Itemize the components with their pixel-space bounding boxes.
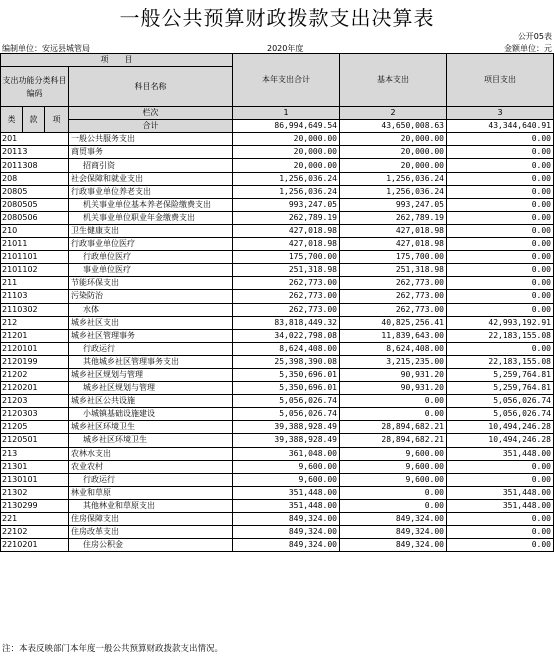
row-code: 2120101	[1, 342, 69, 355]
row-code: 2120501	[1, 434, 69, 447]
row-code: 2080506	[1, 211, 69, 224]
table-row	[1, 159, 554, 172]
row-total: 1,256,036.24	[233, 172, 340, 185]
row-project: 5,259,764.81	[447, 368, 554, 381]
row-subject-name	[69, 486, 233, 499]
row-total: 9,600.00	[233, 460, 340, 473]
header-kuan: 款	[23, 107, 45, 133]
row-code: 208	[1, 172, 69, 185]
row-subject-name	[69, 382, 233, 395]
row-subject-name	[69, 539, 233, 552]
table-row	[1, 303, 554, 316]
row-total: 39,388,928.49	[233, 434, 340, 447]
table-row	[1, 460, 554, 473]
row-total: 20,000.00	[233, 146, 340, 159]
row-project: 22,183,155.08	[447, 355, 554, 368]
row-subject-name	[69, 172, 233, 185]
row-subject-name	[69, 290, 233, 303]
row-total: 993,247.05	[233, 198, 340, 211]
row-subject-name	[69, 473, 233, 486]
row-code: 21201	[1, 329, 69, 342]
header-basic: 基本支出	[340, 54, 447, 107]
row-subject-label: 城乡社区支出	[71, 317, 119, 327]
row-subject-label: 住房公积金	[83, 540, 123, 550]
table-row	[1, 277, 554, 290]
table-row	[1, 342, 554, 355]
row-total: 5,056,026.74	[233, 395, 340, 408]
row-code: 21203	[1, 395, 69, 408]
row-subject-name	[69, 198, 233, 211]
row-subject-label: 城乡社区管理事务	[71, 330, 135, 340]
row-basic: 849,324.00	[340, 539, 447, 552]
row-basic: 849,324.00	[340, 513, 447, 526]
row-project: 0.00	[447, 290, 554, 303]
row-total: 175,700.00	[233, 251, 340, 264]
row-subject-name	[69, 460, 233, 473]
row-code: 2120201	[1, 382, 69, 395]
table-row	[1, 382, 554, 395]
total-basic: 43,650,008.63	[340, 120, 447, 133]
row-project: 0.00	[447, 460, 554, 473]
row-project: 0.00	[447, 198, 554, 211]
row-code: 2120303	[1, 408, 69, 421]
row-subject-name	[69, 421, 233, 434]
row-total: 20,000.00	[233, 133, 340, 146]
row-code: 2110302	[1, 303, 69, 316]
row-subject-name	[69, 303, 233, 316]
row-code: 20805	[1, 185, 69, 198]
row-subject-label: 住房保障支出	[71, 514, 119, 524]
row-subject-name	[69, 146, 233, 159]
row-code: 2101101	[1, 251, 69, 264]
row-project: 0.00	[447, 133, 554, 146]
row-total: 8,624,408.00	[233, 342, 340, 355]
row-basic: 8,624,408.00	[340, 342, 447, 355]
table-row	[1, 251, 554, 264]
table-row	[1, 539, 554, 552]
footnote: 注：本表反映部门本年度一般公共预算财政拨款支出情况。	[2, 644, 224, 654]
table-row	[1, 133, 554, 146]
row-project: 0.00	[447, 172, 554, 185]
header-project: 项 目	[1, 54, 233, 67]
row-subject-name	[69, 277, 233, 290]
row-subject-name	[69, 211, 233, 224]
row-basic: 9,600.00	[340, 473, 447, 486]
row-subject-label: 其他城乡社区管理事务支出	[83, 356, 179, 366]
row-code: 22102	[1, 526, 69, 539]
row-project: 0.00	[447, 185, 554, 198]
row-basic: 28,894,682.21	[340, 434, 447, 447]
row-subject-name	[69, 434, 233, 447]
row-code: 213	[1, 447, 69, 460]
row-subject-label: 行政运行	[83, 474, 115, 484]
row-basic: 9,600.00	[340, 460, 447, 473]
row-project: 351,448.00	[447, 499, 554, 512]
row-project: 0.00	[447, 473, 554, 486]
row-basic: 28,894,682.21	[340, 421, 447, 434]
row-basic: 11,839,643.00	[340, 329, 447, 342]
row-subject-name	[69, 316, 233, 329]
row-project: 5,056,026.74	[447, 395, 554, 408]
row-code: 21103	[1, 290, 69, 303]
row-code: 21202	[1, 368, 69, 381]
table-row	[1, 355, 554, 368]
row-basic: 0.00	[340, 395, 447, 408]
row-subject-label: 住房改革支出	[71, 527, 119, 537]
row-total: 5,056,026.74	[233, 408, 340, 421]
amount-unit: 金额单位：元	[504, 44, 552, 53]
row-total: 20,000.00	[233, 159, 340, 172]
table-row	[1, 368, 554, 381]
row-basic: 1,256,036.24	[340, 185, 447, 198]
row-subject-label: 林业和草原	[71, 487, 111, 497]
row-code: 20113	[1, 146, 69, 159]
table-row	[1, 408, 554, 421]
row-total: 25,398,390.08	[233, 355, 340, 368]
row-subject-label: 其他林业和草原支出	[83, 500, 155, 510]
row-subject-label: 机关事业单位职业年金缴费支出	[83, 212, 195, 222]
table-row	[1, 224, 554, 237]
table-row	[1, 395, 554, 408]
row-total: 262,773.00	[233, 277, 340, 290]
row-subject-name	[69, 513, 233, 526]
row-project: 5,056,026.74	[447, 408, 554, 421]
table-row	[1, 473, 554, 486]
row-subject-name	[69, 355, 233, 368]
row-project: 0.00	[447, 277, 554, 290]
row-total: 849,324.00	[233, 526, 340, 539]
row-basic: 262,789.19	[340, 211, 447, 224]
row-subject-label: 污染防治	[71, 291, 103, 301]
row-subject-name	[69, 499, 233, 512]
row-total: 1,256,036.24	[233, 185, 340, 198]
row-subject-label: 行政事业单位养老支出	[71, 186, 151, 196]
row-subject-label: 小城镇基础设施建设	[83, 409, 155, 419]
row-subject-label: 行政事业单位医疗	[71, 239, 135, 249]
row-total: 361,048.00	[233, 447, 340, 460]
row-total: 9,600.00	[233, 473, 340, 486]
row-basic: 993,247.05	[340, 198, 447, 211]
row-project: 351,448.00	[447, 447, 554, 460]
row-basic: 175,700.00	[340, 251, 447, 264]
row-subject-name	[69, 159, 233, 172]
row-subject-label: 节能环保支出	[71, 278, 119, 288]
row-subject-name	[69, 238, 233, 251]
row-subject-label: 农林水支出	[71, 448, 111, 458]
row-basic: 3,215,235.00	[340, 355, 447, 368]
row-basic: 1,256,036.24	[340, 172, 447, 185]
row-project: 10,494,246.28	[447, 421, 554, 434]
row-basic: 20,000.00	[340, 133, 447, 146]
row-code: 212	[1, 316, 69, 329]
row-subject-name	[69, 526, 233, 539]
row-code: 201	[1, 133, 69, 146]
row-basic: 20,000.00	[340, 159, 447, 172]
row-subject-name	[69, 408, 233, 421]
row-subject-label: 社会保障和就业支出	[71, 173, 143, 183]
total-project: 43,344,640.91	[447, 120, 554, 133]
row-subject-label: 行政单位医疗	[83, 252, 131, 262]
header-subject-name: 科目名称	[69, 67, 233, 107]
row-project: 0.00	[447, 159, 554, 172]
table-row	[1, 264, 554, 277]
row-project: 5,259,764.81	[447, 382, 554, 395]
form-number: 公开05表	[517, 32, 552, 41]
row-code: 2011308	[1, 159, 69, 172]
row-basic: 20,000.00	[340, 146, 447, 159]
row-code: 221	[1, 513, 69, 526]
header-lei: 类	[1, 107, 23, 133]
row-subject-name	[69, 395, 233, 408]
total-amount: 86,994,649.54	[233, 120, 340, 133]
table-row	[1, 211, 554, 224]
row-basic: 849,324.00	[340, 526, 447, 539]
row-label-lanci: 栏次	[69, 107, 233, 120]
lanci-2: 2	[340, 107, 447, 120]
row-code: 21205	[1, 421, 69, 434]
row-subject-label: 城乡社区规划与管理	[71, 370, 143, 380]
row-basic: 262,773.00	[340, 290, 447, 303]
row-code: 2130101	[1, 473, 69, 486]
row-subject-label: 一般公共服务支出	[71, 134, 135, 144]
row-subject-label: 城乡社区公共设施	[71, 396, 135, 406]
row-basic: 0.00	[340, 499, 447, 512]
row-subject-label: 城乡社区规划与管理	[83, 383, 155, 393]
header-xiang: 项	[45, 107, 69, 133]
lanci-1: 1	[233, 107, 340, 120]
row-total: 351,448.00	[233, 486, 340, 499]
row-project: 0.00	[447, 146, 554, 159]
row-project: 42,993,192.91	[447, 316, 554, 329]
row-code: 210	[1, 224, 69, 237]
row-basic: 0.00	[340, 408, 447, 421]
header-project-exp: 项目支出	[447, 54, 554, 107]
row-subject-name	[69, 342, 233, 355]
row-total: 262,773.00	[233, 290, 340, 303]
row-subject-label: 城乡社区环境卫生	[83, 435, 147, 445]
row-basic: 427,018.98	[340, 224, 447, 237]
row-code: 21301	[1, 460, 69, 473]
row-label-total: 合计	[69, 120, 233, 133]
row-total: 351,448.00	[233, 499, 340, 512]
table-row	[1, 329, 554, 342]
row-basic: 0.00	[340, 486, 447, 499]
row-subject-name	[69, 133, 233, 146]
expenditure-table	[0, 53, 554, 552]
row-code: 2210201	[1, 539, 69, 552]
row-total: 251,318.98	[233, 264, 340, 277]
row-code: 21302	[1, 486, 69, 499]
page-title: 一般公共预算财政拨款支出决算表	[119, 6, 435, 30]
row-total: 849,324.00	[233, 513, 340, 526]
row-total: 39,388,928.49	[233, 421, 340, 434]
row-basic: 427,018.98	[340, 238, 447, 251]
row-code: 2080505	[1, 198, 69, 211]
header-code-group: 支出功能分类科目编码	[1, 67, 69, 107]
table-row	[1, 526, 554, 539]
row-project: 0.00	[447, 303, 554, 316]
table-row	[1, 513, 554, 526]
row-basic: 40,825,256.41	[340, 316, 447, 329]
table-row	[1, 316, 554, 329]
table-row	[1, 447, 554, 460]
row-total: 849,324.00	[233, 539, 340, 552]
row-subject-label: 行政运行	[83, 343, 115, 353]
row-basic: 251,318.98	[340, 264, 447, 277]
row-project: 351,448.00	[447, 486, 554, 499]
row-code: 21011	[1, 238, 69, 251]
row-code: 2101102	[1, 264, 69, 277]
fiscal-year: 2020年度	[267, 44, 304, 53]
row-code: 211	[1, 277, 69, 290]
table-row	[1, 146, 554, 159]
row-total: 427,018.98	[233, 224, 340, 237]
row-basic: 90,931.20	[340, 368, 447, 381]
row-subject-label: 水体	[83, 304, 99, 314]
table-row	[1, 434, 554, 447]
row-subject-name	[69, 329, 233, 342]
row-subject-label: 商贸事务	[71, 147, 103, 157]
row-project: 10,494,246.28	[447, 434, 554, 447]
row-project: 0.00	[447, 224, 554, 237]
row-subject-label: 卫生健康支出	[71, 225, 119, 235]
row-subject-name	[69, 251, 233, 264]
row-total: 5,350,696.01	[233, 368, 340, 381]
row-subject-name	[69, 447, 233, 460]
row-total: 427,018.98	[233, 238, 340, 251]
row-subject-name	[69, 224, 233, 237]
row-subject-name	[69, 264, 233, 277]
row-project: 0.00	[447, 513, 554, 526]
row-project: 0.00	[447, 526, 554, 539]
row-basic: 9,600.00	[340, 447, 447, 460]
row-subject-label: 事业单位医疗	[83, 265, 131, 275]
table-row	[1, 185, 554, 198]
table-row	[1, 499, 554, 512]
row-subject-label: 农业农村	[71, 461, 103, 471]
row-total: 83,818,449.32	[233, 316, 340, 329]
row-project: 0.00	[447, 251, 554, 264]
table-row	[1, 198, 554, 211]
row-total: 262,789.19	[233, 211, 340, 224]
row-basic: 90,931.20	[340, 382, 447, 395]
row-basic: 262,773.00	[340, 277, 447, 290]
row-total: 5,350,696.01	[233, 382, 340, 395]
row-project: 0.00	[447, 211, 554, 224]
lanci-3: 3	[447, 107, 554, 120]
table-row	[1, 290, 554, 303]
table-row	[1, 238, 554, 251]
row-subject-label: 城乡社区环境卫生	[71, 422, 135, 432]
row-code: 2130299	[1, 499, 69, 512]
header-total: 本年支出合计	[233, 54, 340, 107]
row-project: 0.00	[447, 342, 554, 355]
row-subject-label: 招商引资	[83, 160, 115, 170]
table-row	[1, 486, 554, 499]
table-row	[1, 172, 554, 185]
row-total: 34,022,798.08	[233, 329, 340, 342]
row-subject-label: 机关事业单位基本养老保险缴费支出	[83, 199, 211, 209]
row-project: 22,183,155.08	[447, 329, 554, 342]
row-code: 2120199	[1, 355, 69, 368]
row-subject-name	[69, 185, 233, 198]
row-total: 262,773.00	[233, 303, 340, 316]
row-project: 0.00	[447, 264, 554, 277]
table-row	[1, 421, 554, 434]
row-subject-name	[69, 368, 233, 381]
row-project: 0.00	[447, 238, 554, 251]
row-basic: 262,773.00	[340, 303, 447, 316]
row-project: 0.00	[447, 539, 554, 552]
compiling-unit: 编制单位：安远县城管局	[2, 44, 90, 53]
